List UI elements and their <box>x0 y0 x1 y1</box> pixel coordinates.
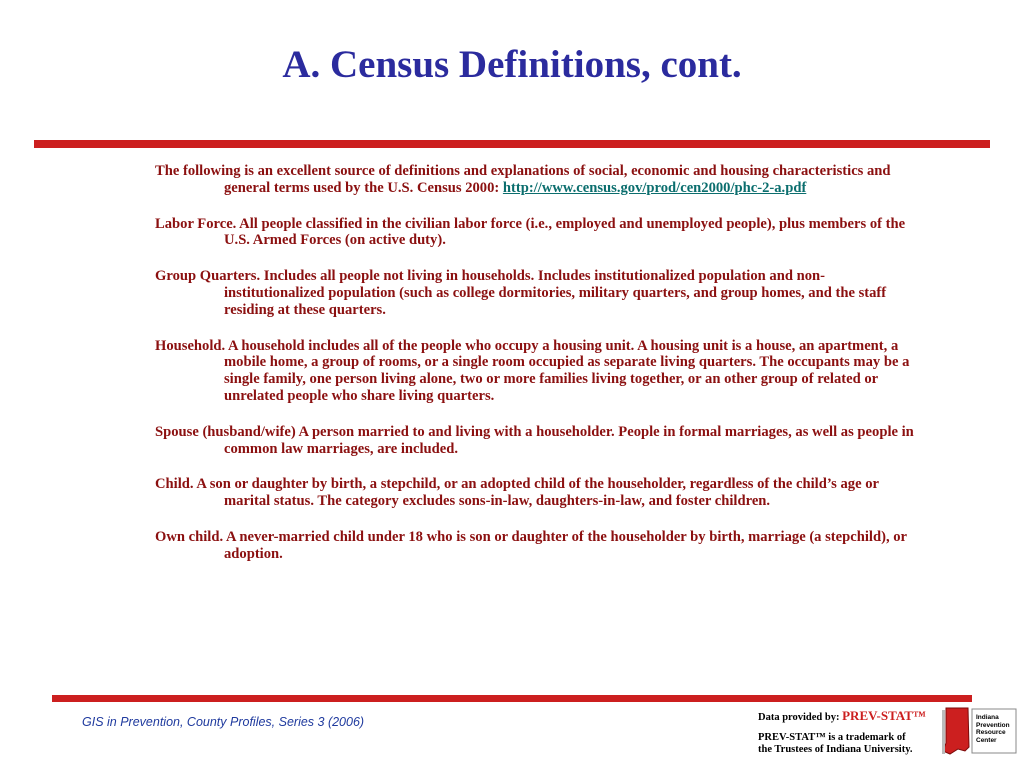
logo-shadow <box>942 710 945 754</box>
data-provided-label: Data provided by: <box>758 712 843 723</box>
top-divider <box>34 140 990 148</box>
census-source-link[interactable]: http://www.census.gov/prod/cen2000/phc-2-a.pdf <box>502 179 807 196</box>
intro-paragraph <box>155 163 920 197</box>
definition-child: Child. A son or daughter by birth, a stepchild, or an adopted child of the householder, regardless of the child’s age or marital status. The category excludes sons-in-law, daughters-in-law, and foster children. <box>155 476 879 510</box>
logo-text-line: Indiana <box>976 714 999 721</box>
data-credit <box>758 710 948 756</box>
series-footer: GIS in Prevention, County Profiles, Series 3 (2006) <box>82 715 365 729</box>
definitions-body <box>155 163 920 582</box>
bottom-divider <box>52 695 972 702</box>
logo-caption <box>976 714 1016 744</box>
prev-stat-brand: PREV-STAT™ <box>842 708 926 723</box>
slide-title: A. Census Definitions, cont. <box>282 43 742 86</box>
logo-text-line: Resource <box>976 729 1006 736</box>
logo-text-line: Prevention <box>976 721 1010 729</box>
logo-text-line: Center <box>976 736 997 744</box>
definition-labor-force: Labor Force. All people classified in the civilian labor force (i.e., employed and unemployed people), plus members of the U.S. Armed Forces (on active duty). <box>155 215 906 249</box>
indiana-state-icon <box>943 708 969 754</box>
definition-household: Household. A household includes all of the people who occupy a housing unit. A housing unit is a house, an apartment, a mobile home, a group of rooms, or a single room occupied as separate living quarters. The occupants may be a single family, one person living alone, two or more families living together, or an other group of related or unrelated people who share living quarters. <box>155 337 910 404</box>
data-provided-row <box>758 710 948 724</box>
definition-group-quarters: Group Quarters. Includes all people not living in households. Includes institutionalized population and non-institutionalized population (such as college dormitories, military quarters, and group homes, and the staff residing at these quarters. <box>155 268 887 318</box>
trademark-line-2: the Trustees of Indiana University. <box>758 744 913 755</box>
definition-spouse: Spouse (husband/wife) A person married to and living with a householder. People in formal marriages, as well as people in common law marriages, are included. <box>155 423 914 457</box>
definition-own-child: Own child. A never-married child under 18 who is son or daughter of the householder by birth, marriage (a stepchild), or adoption. <box>155 528 907 562</box>
trademark-line-1: PREV-STAT™ is a trademark of <box>758 732 906 743</box>
intro-text: The following is an excellent source of definitions and explanations of social, economic and housing characteristics and general terms used by the U.S. Census 2000: <box>155 163 891 196</box>
